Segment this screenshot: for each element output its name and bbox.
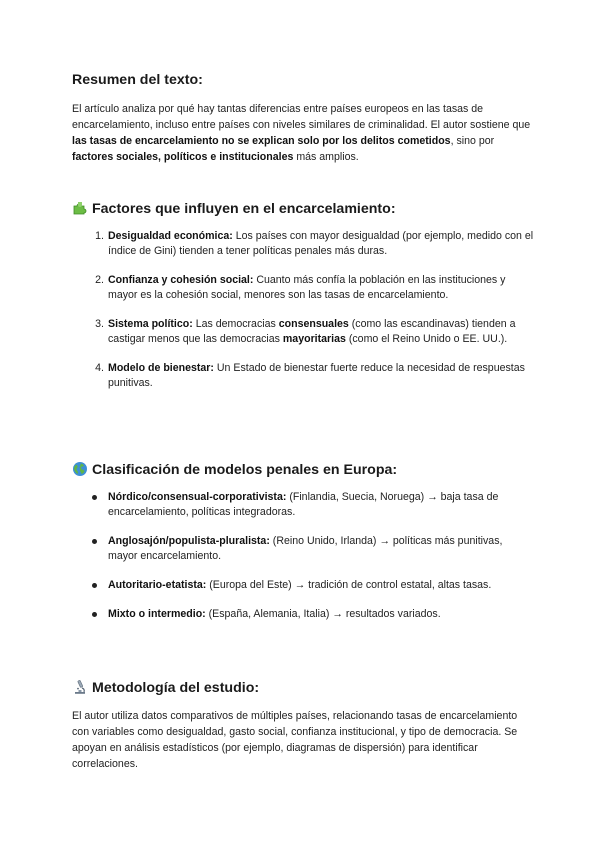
item-title: Modelo de bienestar:: [108, 362, 214, 374]
item-number: 3.: [95, 318, 104, 330]
summary-text-2: , sino por: [450, 135, 495, 147]
method-heading-text: Metodología del estudio:: [92, 680, 260, 696]
item-bold: mayoritarias: [282, 333, 346, 345]
item-title: Mixto o intermedio:: [108, 608, 206, 620]
globe-icon: [72, 461, 88, 477]
item-bold: consensuales: [278, 318, 349, 330]
item-text: Los países con mayor desigualdad (por ejemplo, medido con el índice de Gini) tienden a tener políticas penales más duras.: [108, 230, 534, 257]
item-text: Un Estado de bienestar fuerte reduce la necesidad de respuestas punitivas.: [108, 362, 525, 389]
list-item: [72, 607, 534, 622]
item-title: Confianza y cohesión social:: [108, 274, 254, 286]
list-item: [72, 229, 534, 259]
summary-text-1: El artículo analiza por qué hay tantas diferencias entre países europeos en las tasas de encarcelamiento, incluso entre países con niveles similares de criminalidad. El autor sostiene que: [72, 103, 531, 131]
item-text: (España, Alemania, Italia) → resultados variados.: [205, 608, 441, 620]
item-title: Autoritario-etatista:: [108, 579, 207, 591]
item-number: 2.: [95, 274, 104, 286]
item-text: (como el Reino Unido o EE. UU.).: [345, 333, 508, 345]
item-text: Las democracias: [192, 318, 279, 330]
models-list: [72, 490, 534, 622]
bullet-icon: [92, 495, 97, 500]
list-item: [72, 578, 534, 593]
list-item: [72, 273, 534, 303]
item-text: (como las escandinavas) tienden a castigar menos que las democracias: [108, 318, 516, 345]
list-item: [72, 490, 534, 520]
item-text: (Finlandia, Suecia, Noruega) → baja tasa de encarcelamiento, políticas integradoras.: [108, 491, 499, 518]
list-item: [72, 361, 534, 391]
factors-list: [72, 229, 534, 391]
summary-heading: Resumen del texto:: [72, 72, 203, 88]
bullet-icon: [92, 539, 97, 544]
summary-paragraph: [72, 101, 534, 165]
list-item: [72, 534, 534, 564]
item-text: Cuanto más confía la población en las instituciones y mayor es la cohesión social, menores son las tasas de encarcelamiento.: [108, 274, 506, 301]
microscope-icon: [72, 679, 88, 695]
summary-bold-1: las tasas de encarcelamiento no se explican solo por los delitos cometidos: [72, 135, 451, 147]
item-title: Nórdico/consensual-corporativista:: [108, 491, 287, 503]
method-heading: [72, 679, 259, 696]
factors-heading-text: Factores que influyen en el encarcelamiento:: [92, 201, 396, 217]
puzzle-icon: [72, 200, 88, 216]
bullet-icon: [92, 583, 97, 588]
item-number: 4.: [95, 362, 104, 374]
item-title: Anglosajón/populista-pluralista:: [108, 535, 270, 547]
models-heading-text: Clasificación de modelos penales en Europa:: [92, 462, 398, 478]
bullet-icon: [92, 612, 97, 617]
item-number: 1.: [95, 230, 104, 242]
list-item: [72, 317, 534, 347]
item-title: Sistema político:: [108, 318, 193, 330]
item-title: Desigualdad económica:: [108, 230, 233, 242]
summary-bold-2: factores sociales, políticos e institucionales: [72, 151, 294, 163]
item-text: (Reino Unido, Irlanda) → políticas más punitivas, mayor encarcelamiento.: [108, 535, 503, 562]
summary-text-3: más amplios.: [293, 151, 359, 163]
item-text: (Europa del Este) → tradición de control estatal, altas tasas.: [206, 579, 492, 591]
method-paragraph: El autor utiliza datos comparativos de múltiples países, relacionando tasas de encarcelamiento con variables como desigualdad, gasto social, confianza institucional, y tipo de democracia. Se apoyan en análisis estadísticos (por ejemplo, diagramas de dispersión) para identificar correlaciones.: [72, 710, 518, 770]
models-heading: [72, 461, 397, 478]
factors-heading: [72, 200, 396, 217]
